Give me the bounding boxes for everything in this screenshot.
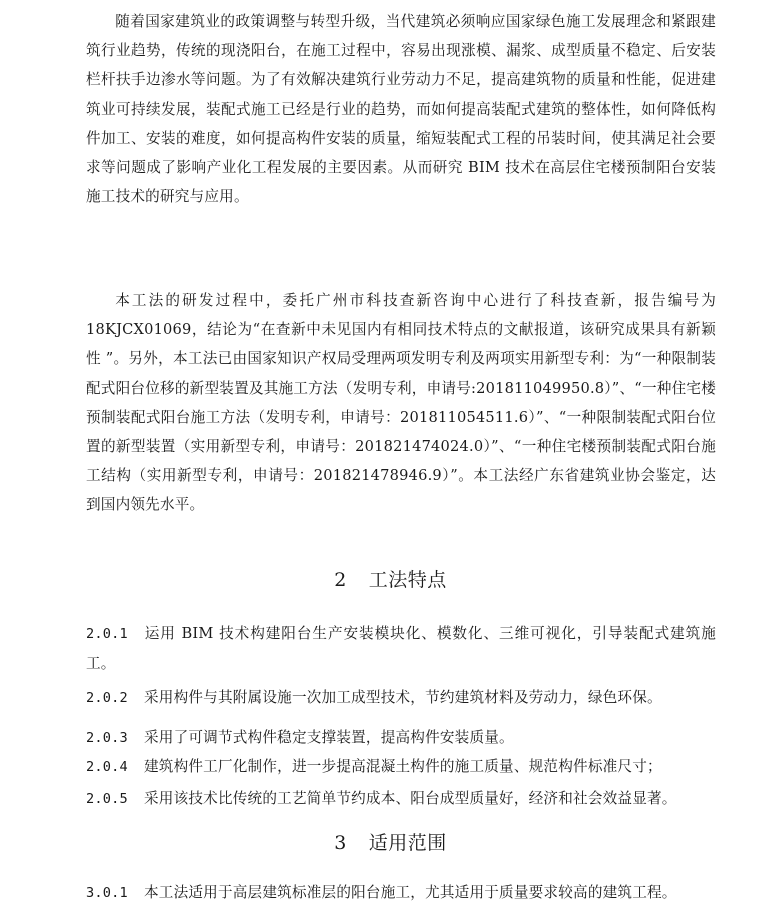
clause-code: 2.0.2 — [86, 690, 128, 706]
clause-item — [86, 878, 716, 908]
clause-text: 采用该技术比传统的工艺简单节约成本、阳台成型质量好，经济和社会效益显著。 — [144, 790, 677, 807]
clause-item — [86, 723, 716, 753]
clause-code: 3.0.1 — [86, 885, 128, 901]
section-title: 适用范围 — [368, 832, 447, 854]
section-title: 工法特点 — [368, 569, 447, 591]
clause-code: 2.0.4 — [86, 759, 128, 775]
clause-code: 2.0.3 — [86, 730, 128, 746]
section-heading-features — [0, 565, 781, 595]
clause-text: 本工法适用于高层建筑标准层的阳台施工，尤其适用于质量要求较高的建筑工程。 — [144, 884, 677, 901]
intro-paragraph: 随着国家建筑业的政策调整与转型升级，当代建筑必须响应国家绿色施工发展理念和紧跟建筑行业趋势，传统的现浇阳台，在施工过程中，容易出现涨模、漏浆、成型质量不稳定、后安装栏杆扶手边渗水等问题。为了有效解决建筑行业劳动力不足，提高建筑物的质量和性能，促进建筑业可持续发展，装配式施工已经是行业的趋势，而如何提高装配式建筑的整体性，如何降低构件加工、安装的难度，如何提高构件安装的质量，缩短装配式工程的吊装时间，使其满足社会要求等问题成了影响产业化工程发展的主要因素。从而研究 BIM 技术在高层住宅楼预制阳台安装施工技术的研究与应用。 — [86, 13, 716, 206]
section-heading-scope — [0, 828, 781, 858]
clause-text: 采用了可调节式构件稳定支撑装置，提高构件安装质量。 — [144, 729, 514, 746]
clause-text: 建筑构件工厂化制作，进一步提高混凝土构件的施工质量、规范构件标准尺寸； — [144, 758, 662, 775]
clause-text: 运用 BIM 技术构建阳台生产安装模块化、模数化、三维可视化，引导装配式建筑施工。 — [86, 625, 716, 672]
clause-item — [86, 752, 716, 782]
research-paragraph: 本工法的研发过程中，委托广州市科技查新咨询中心进行了科技查新，报告编号为18KJCX01069，结论为“在查新中未见国内有相同技术特点的文献报道，该研究成果具有新颖性 ”。另外，本工法已由国家知识产权局受理两项发明专利及两项实用新型专利：为“一种限制装配式阳台位移的新型装置及其施工方法（发明专利，申请号:201811049950.8）”、“一种住宅楼预制装配式阳台施工方法（发明专利，申请号：201811054511.6）”、“一种限制装配式阳台位置的新型装置（实用新型专利，申请号：201821474024.0）”、“一种住宅楼预制装配式阳台施工结构（实用新型专利，申请号：201821478946.9）”。本工法经广东省建筑业协会鉴定，达到国内领先水平。 — [86, 292, 716, 514]
clause-item — [86, 619, 716, 678]
clause-text: 采用构件与其附属设施一次加工成型技术，节约建筑材料及劳动力，绿色环保。 — [144, 689, 662, 706]
section-number: 2 — [334, 569, 347, 591]
clause-code: 2.0.5 — [86, 791, 128, 807]
section-number: 3 — [334, 832, 347, 854]
clause-item — [86, 784, 716, 814]
clause-code: 2.0.1 — [86, 626, 128, 642]
clause-item — [86, 683, 716, 713]
